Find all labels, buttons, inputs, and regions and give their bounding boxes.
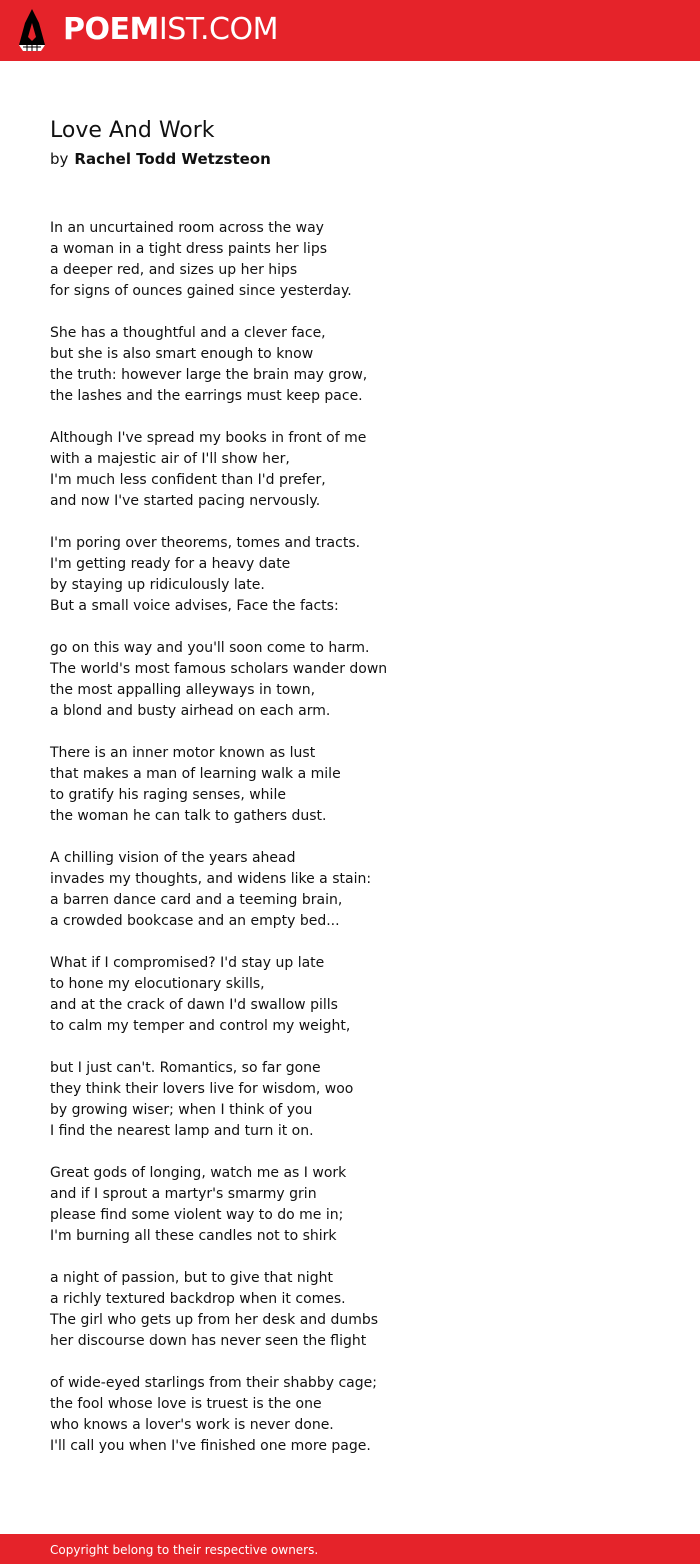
poem-line: the most appalling alleyways in town, xyxy=(50,682,316,698)
poem-line: A chilling vision of the years ahead xyxy=(50,850,296,866)
poem-line: please find some violent way to do me in; xyxy=(50,1207,344,1223)
poem-line: by growing wiser; when I think of you xyxy=(50,1102,313,1118)
poem-line: I'll call you when I've finished one more page. xyxy=(50,1438,371,1454)
poem-line: I'm getting ready for a heavy date xyxy=(50,556,291,572)
poem-stanza xyxy=(50,323,650,407)
site-header xyxy=(0,0,700,61)
poem-line: and if I sprout a martyr's smarmy grin xyxy=(50,1186,317,1202)
poem-line: with a majestic air of I'll show her, xyxy=(50,451,290,467)
poem-line: I find the nearest lamp and turn it on. xyxy=(50,1123,314,1139)
poem-line: The girl who gets up from her desk and dumbs xyxy=(50,1312,379,1328)
poem-line: a richly textured backdrop when it comes. xyxy=(50,1291,346,1307)
poem-line: and at the crack of dawn I'd swallow pills xyxy=(50,997,338,1013)
poem-line: but I just can't. Romantics, so far gone xyxy=(50,1060,321,1076)
poem-body xyxy=(50,218,650,1478)
poem-stanza xyxy=(50,1163,650,1247)
poem-line: Great gods of longing, watch me as I work xyxy=(50,1165,347,1181)
poem-stanza xyxy=(50,533,650,617)
poem-line: a blond and busty airhead on each arm. xyxy=(50,703,331,719)
poem-line: She has a thoughtful and a clever face, xyxy=(50,325,326,341)
poem-line: her discourse down has never seen the flight xyxy=(50,1333,367,1349)
poem-line: to calm my temper and control my weight, xyxy=(50,1018,351,1034)
poem-line: I'm poring over theorems, tomes and tracts. xyxy=(50,535,361,551)
poem-title: Love And Work xyxy=(50,118,215,143)
logo-text-light: IST.COM xyxy=(158,12,278,47)
site-footer xyxy=(0,1534,700,1564)
poem-stanza xyxy=(50,1268,650,1352)
poem-line: invades my thoughts, and widens like a stain: xyxy=(50,871,372,887)
poem-line: a deeper red, and sizes up her hips xyxy=(50,262,298,278)
poem-line: the woman he can talk to gathers dust. xyxy=(50,808,327,824)
poem-line: a woman in a tight dress paints her lips xyxy=(50,241,328,257)
poem-line: I'm much less confident than I'd prefer, xyxy=(50,472,326,488)
poem-line: for signs of ounces gained since yesterday. xyxy=(50,283,352,299)
poem-stanza xyxy=(50,953,650,1037)
poem-line: the truth: however large the brain may grow, xyxy=(50,367,368,383)
poem-stanza xyxy=(50,848,650,932)
poem-line: by staying up ridiculously late. xyxy=(50,577,265,593)
poem-stanza xyxy=(50,743,650,827)
author-link[interactable]: Rachel Todd Wetzsteon xyxy=(74,150,271,168)
poem-stanza xyxy=(50,1373,650,1457)
poem-line: But a small voice advises, Face the facts: xyxy=(50,598,339,614)
copyright-text: Copyright belong to their respective owners. xyxy=(50,1543,319,1557)
poem-line: to hone my elocutionary skills, xyxy=(50,976,265,992)
poem-line: the fool whose love is truest is the one xyxy=(50,1396,322,1412)
poem-line: to gratify his raging senses, while xyxy=(50,787,286,803)
poem-line: a crowded bookcase and an empty bed... xyxy=(50,913,340,929)
poem-line: What if I compromised? I'd stay up late xyxy=(50,955,325,971)
logo-text-bold: POEM xyxy=(63,12,159,47)
poem-line: The world's most famous scholars wander down xyxy=(50,661,388,677)
poem-line: they think their lovers live for wisdom, woo xyxy=(50,1081,354,1097)
poem-stanza xyxy=(50,428,650,512)
logo-text xyxy=(63,9,278,51)
pencil-icon xyxy=(17,9,47,51)
poem-stanza xyxy=(50,218,650,302)
poem-stanza xyxy=(50,1058,650,1142)
poem-line: go on this way and you'll soon come to harm. xyxy=(50,640,370,656)
poem-line: a barren dance card and a teeming brain, xyxy=(50,892,343,908)
poem-line: and now I've started pacing nervously. xyxy=(50,493,321,509)
poem-line: that makes a man of learning walk a mile xyxy=(50,766,341,782)
poem-line: a night of passion, but to give that night xyxy=(50,1270,333,1286)
poem-line: of wide-eyed starlings from their shabby cage; xyxy=(50,1375,377,1391)
poem-stanza xyxy=(50,638,650,722)
site-logo[interactable] xyxy=(17,9,278,51)
poem-line: who knows a lover's work is never done. xyxy=(50,1417,334,1433)
by-label: by xyxy=(50,150,69,168)
byline xyxy=(50,148,271,170)
poem-line: There is an inner motor known as lust xyxy=(50,745,316,761)
poem-line: I'm burning all these candles not to shirk xyxy=(50,1228,337,1244)
poem-line: the lashes and the earrings must keep pace. xyxy=(50,388,363,404)
poem-line: but she is also smart enough to know xyxy=(50,346,314,362)
poem-line: In an uncurtained room across the way xyxy=(50,220,324,236)
poem-line: Although I've spread my books in front of me xyxy=(50,430,367,446)
